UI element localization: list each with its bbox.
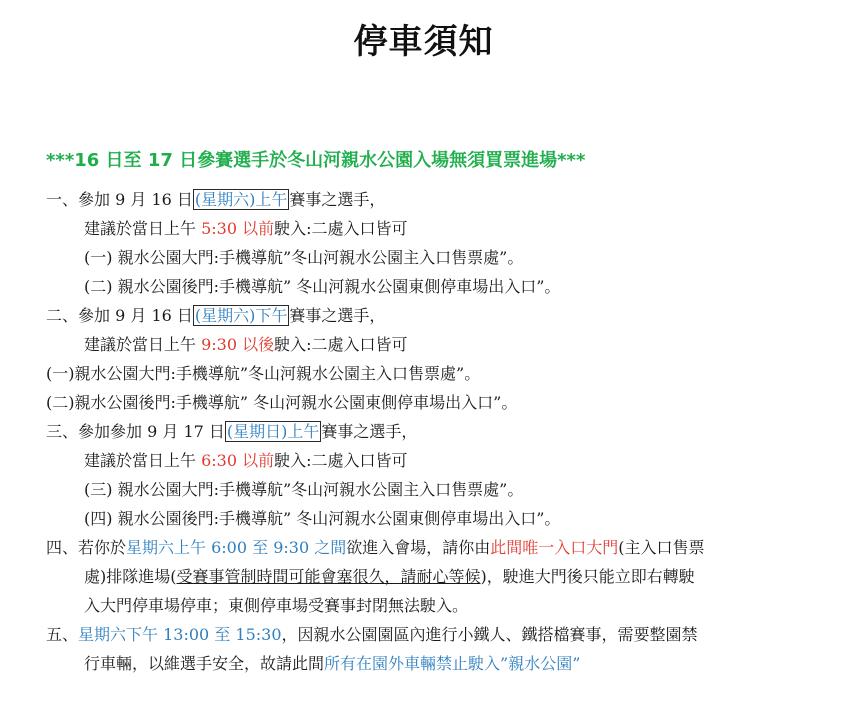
section-5-number: 五、: [46, 625, 79, 644]
section-5-line-2: [84, 654, 580, 674]
section-1-advice-tail: 駛入:二處入口皆可: [274, 219, 408, 238]
section-2-advice: 建議於當日上午: [84, 335, 202, 354]
section-1-line-2: [84, 219, 408, 239]
section-2-time: 9:30 以後: [201, 335, 275, 354]
section-3-session-box: (星期日)上午: [226, 422, 320, 441]
section-4-wait-note: 受賽事管制時間可能會塞很久，請耐心等候: [176, 567, 481, 586]
section-3-line-2: [84, 451, 408, 471]
section-4-intro: 四、若你於: [46, 538, 127, 557]
section-5-time-window: 星期六下午 13:00 至 15:30: [78, 625, 282, 644]
free-entry-notice: ***16 日至 17 日參賽選手於冬山河親水公園入場無須買票進場***: [46, 150, 586, 171]
section-5-no-entry: 所有在園外車輛禁止駛入”親水公園”: [324, 654, 581, 673]
section-1-line-1: [46, 190, 385, 210]
section-3-advice: 建議於當日上午: [84, 451, 202, 470]
section-1-gate-back: (二) 親水公園後門:手機導航” 冬山河親水公園東側停車場出入口”。: [84, 277, 561, 296]
section-4-turn-right: )，駛進大門後只能立即右轉駛: [480, 567, 695, 586]
section-3-intro-tail: 賽事之選手，: [321, 422, 418, 441]
section-2-gate-back: (二)親水公園後門:手機導航” 冬山河親水公園東側停車場出入口”。: [46, 393, 518, 412]
section-5-line-1: [46, 625, 698, 645]
section-4-mid: 欲進入會場，請你由: [346, 538, 491, 557]
section-2-session-box: (星期六)下午: [194, 306, 288, 325]
section-3-intro: 三、參加參加 9 月 17 日: [46, 422, 225, 441]
section-3-advice-tail: 駛入:二處入口皆可: [274, 451, 408, 470]
page-title: 停車須知: [353, 22, 494, 62]
section-5-reason: ，因親水公園園區內進行小鐵人、鐵搭檔賽事，需要整園禁: [281, 625, 698, 644]
section-4-only-entrance: 此間唯一入口大門: [490, 538, 619, 557]
section-4-time-window: 星期六上午 6:00 至 9:30 之間: [126, 538, 347, 557]
section-4-line-3: 入大門停車場停車；東側停車場受賽事封閉無法駛入。: [84, 596, 469, 615]
section-1-intro-tail: 賽事之選手，: [289, 190, 386, 209]
section-2-line-2: [84, 335, 408, 355]
section-4-tail: (主入口售票: [618, 538, 705, 557]
section-1-advice: 建議於當日上午: [84, 219, 202, 238]
section-3-line-1: [46, 422, 417, 442]
section-2-intro: 二、參加 9 月 16 日: [46, 306, 193, 325]
section-3-gate-back: (四) 親水公園後門:手機導航” 冬山河親水公園東側停車場出入口”。: [84, 509, 561, 528]
section-2-intro-tail: 賽事之選手，: [289, 306, 386, 325]
section-3-time: 6:30 以前: [201, 451, 275, 470]
section-1-intro: 一、參加 9 月 16 日: [46, 190, 193, 209]
section-2-line-1: [46, 306, 385, 326]
section-1-gate-main: (一) 親水公園大門:手機導航”冬山河親水公園主入口售票處”。: [84, 248, 524, 267]
section-2-advice-tail: 駛入:二處入口皆可: [274, 335, 408, 354]
section-1-time: 5:30 以前: [201, 219, 275, 238]
section-4-line-2: [84, 567, 695, 587]
section-2-gate-main: (一)親水公園大門:手機導航”冬山河親水公園主入口售票處”。: [46, 364, 481, 383]
section-4-line-1: [46, 538, 705, 558]
section-5-safety: 行車輛，以維選手安全，故請此間: [84, 654, 325, 673]
section-4-queue: 處)排隊進場(: [84, 567, 177, 586]
section-3-gate-main: (三) 親水公園大門:手機導航”冬山河親水公園主入口售票處”。: [84, 480, 524, 499]
section-1-session-box: (星期六)上午: [194, 190, 288, 209]
